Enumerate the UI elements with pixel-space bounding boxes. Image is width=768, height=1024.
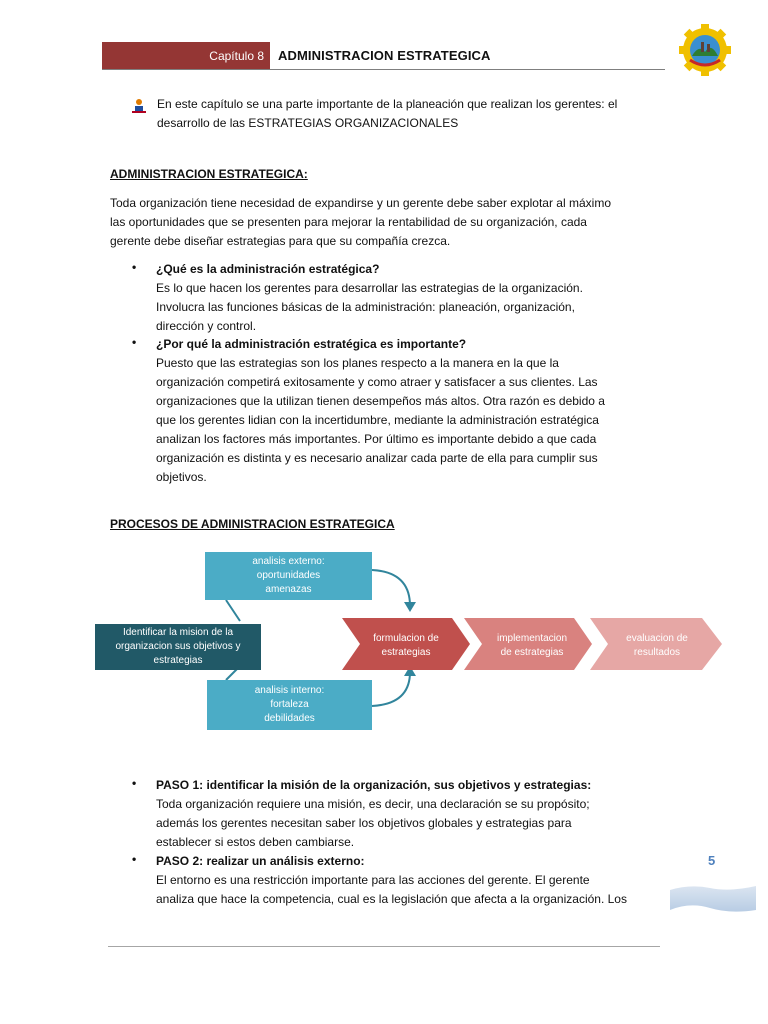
header-divider	[102, 69, 665, 70]
bullet-marker: •	[132, 260, 137, 274]
page-decoration	[670, 884, 756, 912]
box-line: organizacion sus objetivos y	[115, 641, 241, 652]
step-label-evaluacion	[608, 620, 706, 672]
step-line: estrategias	[381, 647, 431, 658]
box-line: fortaleza	[270, 699, 309, 710]
step-item	[156, 776, 658, 852]
box-line: oportunidades	[256, 570, 321, 581]
bullet-line: Puesto que las estrategias son los planes respecto a la manera en la que la	[156, 356, 559, 370]
mission-box	[95, 624, 261, 670]
step-line: resultados	[633, 647, 681, 658]
paragraph-line: gerente debe diseñar estrategias para que su compañía crezca.	[110, 234, 451, 248]
intro-paragraph	[157, 95, 659, 133]
bullet-item	[156, 260, 658, 336]
document-title: ADMINISTRACION ESTRATEGICA	[278, 48, 491, 63]
step-line: analiza que hace la competencia, cual es la legislación que afecta a la organización. Los	[156, 892, 627, 906]
bullet-line: que los gerentes lidian con la incertidumbre, mediante la administración estratégica	[156, 413, 599, 427]
bullet-line: objetivos.	[156, 470, 207, 484]
internal-analysis-box	[207, 680, 372, 730]
paragraph-line: las oportunidades que se presenten para mejorar la rentabilidad de su organización, cada	[110, 215, 587, 229]
bullet-line: dirección y control.	[156, 319, 257, 333]
bullet-marker: •	[132, 852, 137, 866]
section-paragraph	[110, 194, 658, 251]
chapter-text: Capítulo 8	[209, 49, 264, 63]
step-line: de estrategias	[500, 647, 564, 658]
step-label-implementacion	[482, 620, 582, 672]
connector-line	[226, 600, 240, 621]
bullet-question: ¿Por qué la administración estratégica es importante?	[156, 337, 467, 351]
external-analysis-box	[205, 552, 372, 600]
bullet-line: Es lo que hacen los gerentes para desarrollar las estrategias de la organización.	[156, 281, 583, 295]
connector-arrow-internal	[372, 672, 410, 706]
bullet-line: organización es distinta y es necesario analizar cada parte de ella para cumplir sus	[156, 451, 598, 465]
step-line: evaluacion de	[626, 633, 688, 644]
bullet-line: Involucra las funciones básicas de la administración: planeación, organización,	[156, 300, 575, 314]
bullet-item	[156, 335, 658, 487]
box-line: debilidades	[264, 713, 315, 724]
step-title: PASO 2: realizar un análisis externo:	[156, 854, 365, 868]
section-heading: ADMINISTRACION ESTRATEGICA:	[110, 167, 308, 181]
footer-divider	[108, 946, 660, 947]
step-line: implementacion	[496, 633, 568, 644]
bullet-marker: •	[132, 776, 137, 790]
connector-arrow-external	[372, 570, 410, 606]
bullet-line: analizan los factores más importantes. Por último es importante debido a que cada	[156, 432, 597, 446]
page-number: 5	[708, 853, 716, 868]
bullet-question: ¿Qué es la administración estratégica?	[156, 262, 380, 276]
step-line: establecer si estos deben cambiarse.	[156, 835, 355, 849]
bullet-marker: •	[132, 335, 137, 349]
paragraph-line: Toda organización tiene necesidad de expandirse y un gerente debe saber explotar al máximo	[110, 196, 611, 210]
step-title: PASO 1: identificar la misión de la organización, sus objetivos y estrategias:	[156, 778, 592, 792]
box-line: analisis externo:	[252, 556, 325, 567]
arrowhead-icon	[404, 602, 416, 612]
step-line: formulacion de	[373, 633, 439, 644]
box-line: estrategias	[153, 655, 203, 666]
box-line: analisis interno:	[254, 685, 325, 696]
chapter-label	[102, 42, 270, 70]
step-line: además los gerentes necesitan saber los objetivos globales y estrategias para	[156, 816, 572, 830]
intro-line: desarrollo de las ESTRATEGIAS ORGANIZACIONALES	[157, 116, 459, 130]
box-line: Identificar la mision de la	[122, 627, 234, 638]
bullet-line: organización competirá exitosamente y como atraer y satisfacer a sus clientes. Las	[156, 375, 598, 389]
step-label-formulacion	[360, 620, 452, 672]
step-item	[156, 852, 658, 909]
bullet-figure-icon	[131, 98, 147, 114]
section-heading: PROCESOS DE ADMINISTRACION ESTRATEGICA	[110, 517, 395, 531]
intro-line: En este capítulo se una parte importante de la planeación que realizan los gerentes: el	[157, 97, 618, 111]
box-line: amenazas	[265, 584, 312, 595]
bullet-line: organizaciones que la utilizan tienen desempeños más altos. Otra razón es debido a	[156, 394, 605, 408]
step-line: El entorno es una restricción importante para las acciones del gerente. El gerente	[156, 873, 590, 887]
step-line: Toda organización requiere una misión, es decir, una declaración se su propósito;	[156, 797, 590, 811]
institution-logo	[677, 24, 733, 76]
